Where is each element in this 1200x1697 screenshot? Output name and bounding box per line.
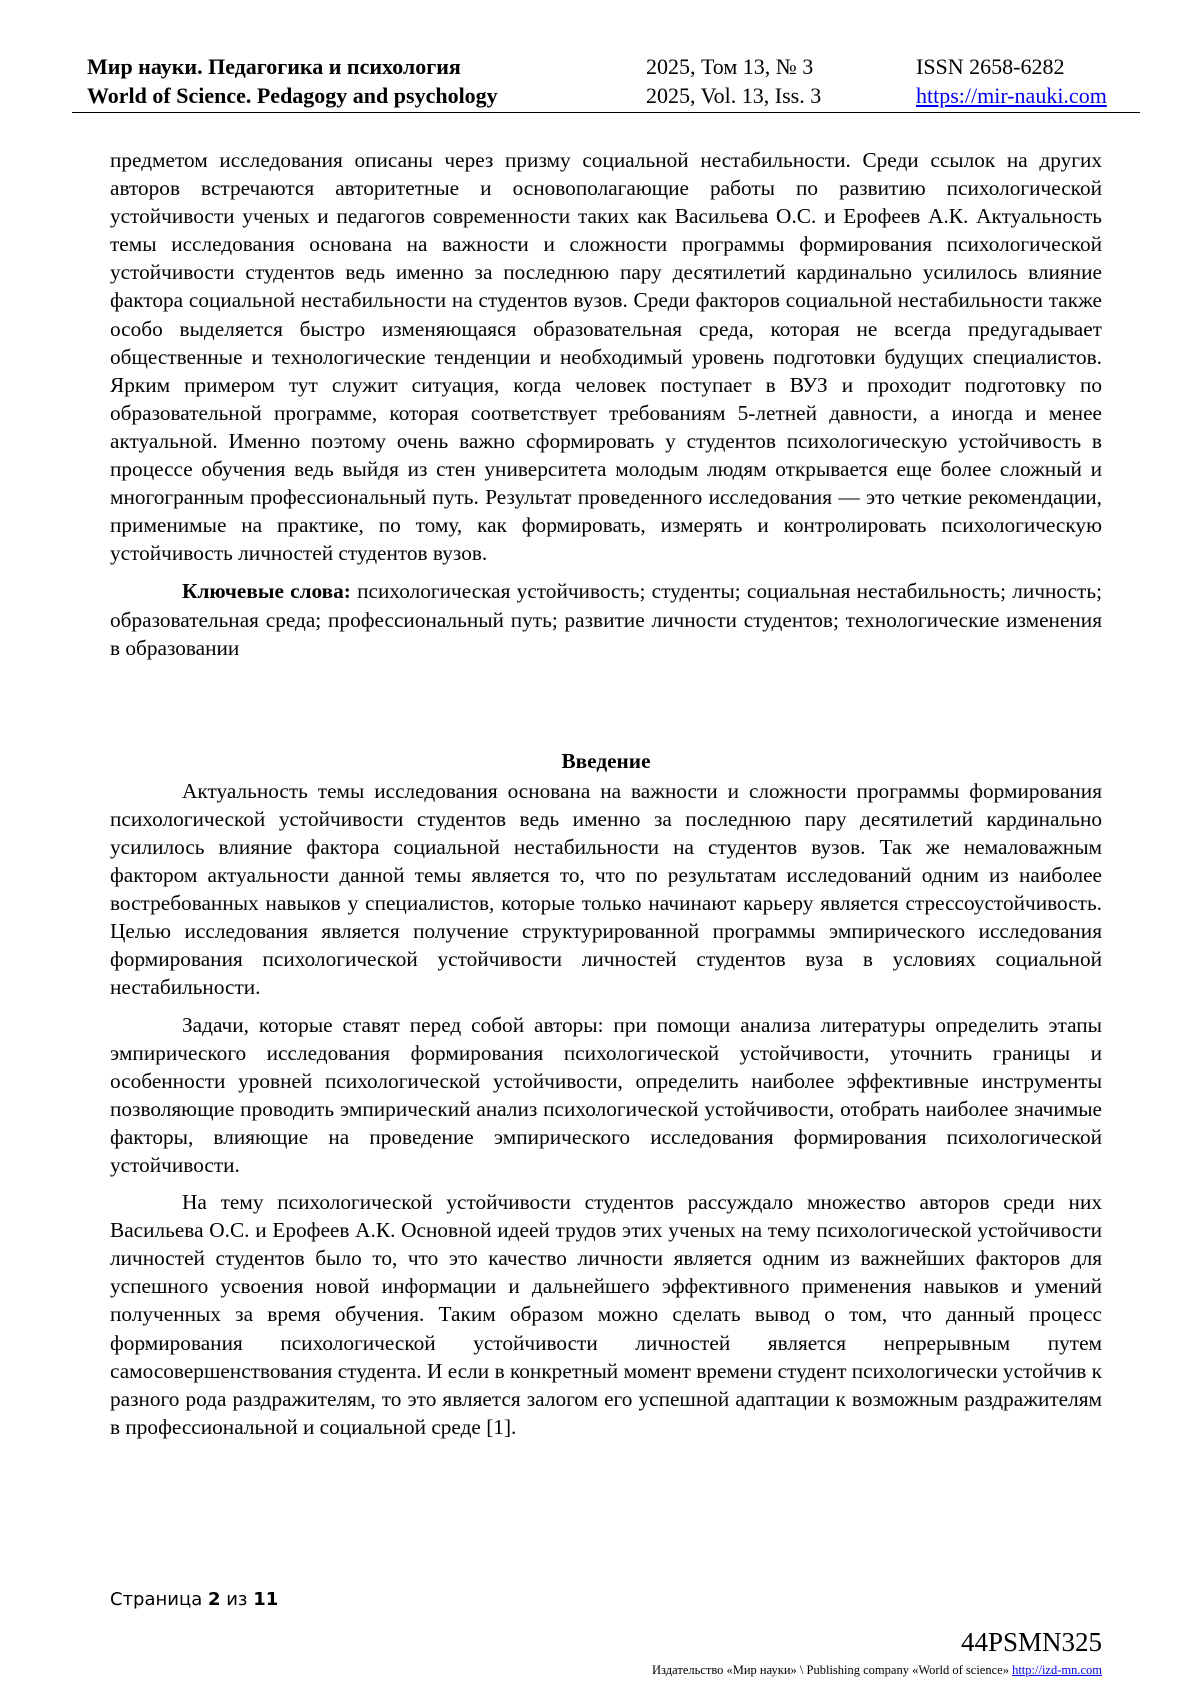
page-number-mid: из <box>220 1589 254 1610</box>
article-code: 44PSMN325 <box>960 1627 1102 1657</box>
abstract-continuation: предметом исследования описаны через призму социальной нестабильности. Среди ссылок на других авторов встречаются авторитетные и основополагающие работы по развитию психологической устойчивости ученых и педагогов современности таких как Васильева О.С. и Ерофеев А.К. Актуальность темы исследования основана на важности и сложности программы формирования психологической устойчивости студентов ведь именно за последнюю пару десятилетий кардинально усилилось влияние фактора социальной нестабильности на студентов вузов. Среди факторов социальной нестабильности также особо выделяется быстро изменяющаяся образовательная среда, которая не всегда предугадывает общественные и технологические тенденции и необходимый уровень подготовки будущих специалистов. Ярким примером тут служит ситуация, когда человек поступает в ВУЗ и проходит подготовку по образовательной программе, которая соответствует требованиям 5-летней давности, а иногда и менее актуальной. Именно поэтому очень важно сформировать у студентов психологическую устойчивость в процессе обучения ведь выйдя из стен университета молодым людям открывается еще более сложный и многогранным профессиональный путь. Результат проведенного исследования — это четкие рекомендации, применимые на практике, по тому, как формировать, измерять и контролировать психологическую устойчивость личностей студентов вузов. <box>110 148 1102 566</box>
journal-title <box>87 52 498 110</box>
publisher-line <box>652 1662 1102 1678</box>
intro-paragraph: На тему психологической устойчивости студентов рассуждало множество авторов среди них Васильева О.С. и Ерофеев А.К. Основной идеей трудов этих ученых на тему психологической устойчивости личностей студентов было то, что это качество личности является одним из важнейших факторов для успешного усвоения новой информации и дальнейшего эффективного применения навыков и умений полученных за время обучения. Таким образом можно сделать вывод о том, что данный процесс формирования психологической устойчивости личностей является непрерывным путем самосовершенствования студента. И если в конкретный момент времени студент психологически устойчив к разного рода раздражителям, то это является залогом его успешной адаптации к возможным раздражителям в профессиональной и социальной среде [1]. <box>110 1190 1102 1439</box>
page-header <box>72 52 1140 113</box>
issn-info <box>916 52 1107 110</box>
article-body <box>110 146 1102 1441</box>
issue-info <box>646 52 821 110</box>
publisher-link[interactable]: http://izd-mn.com <box>1012 1663 1102 1677</box>
page-number <box>110 1588 278 1612</box>
issn: ISSN 2658-6282 <box>916 54 1065 79</box>
issue-en: 2025, Vol. 13, Iss. 3 <box>646 83 822 108</box>
keywords-text: психологическая устойчивость; студенты; социальная нестабильность; личность; образовательная среда; профессиональный путь; развитие личности студентов; технологические изменения в образовании <box>110 579 1102 660</box>
intro-paragraph: Задачи, которые ставят перед собой авторы: при помощи анализа литературы определить этапы эмпирического исследования формирования психологической устойчивости, уточнить границы и особенности уровней психологической устойчивости, определить наиболее эффективные инструменты позволяющие проводить эмпирический анализ психологической устойчивости, отобрать наиболее значимые факторы, влияющие на проведение эмпирического исследования формирования психологической устойчивости. <box>110 1012 1102 1177</box>
publisher-text: Издательство «Мир науки» \ Publishing company «World of science» <box>652 1663 1013 1677</box>
journal-title-en: World of Science. Pedagogy and psychology <box>87 83 498 108</box>
keywords <box>110 577 1102 661</box>
section-title-introduction: Введение <box>561 748 651 773</box>
keywords-label: Ключевые слова: <box>182 579 351 604</box>
page-number-prefix: Страница <box>110 1589 208 1610</box>
page-current: 2 <box>207 1589 221 1610</box>
page-total: 11 <box>253 1589 279 1610</box>
journal-title-ru: Мир науки. Педагогика и психология <box>87 54 461 79</box>
issue-ru: 2025, Том 13, № 3 <box>646 54 814 79</box>
journal-website-link[interactable]: https://mir-nauki.com <box>916 83 1107 108</box>
intro-paragraph: Актуальность темы исследования основана на важности и сложности программы формирования психологической устойчивости студентов ведь именно за последнюю пару десятилетий кардинально усилилось влияние фактора социальной нестабильности на студентов вузов. Так же немаловажным фактором актуальности данной темы является то, что по результатам исследований одним из наиболее востребованных навыков у специалистов, которые только начинают карьеру является стрессоустойчивость. Целью исследования является получение структурированной программы эмпирического исследования формирования психологической устойчивости личностей студентов вуза в условиях социальной нестабильности. <box>110 778 1102 1000</box>
